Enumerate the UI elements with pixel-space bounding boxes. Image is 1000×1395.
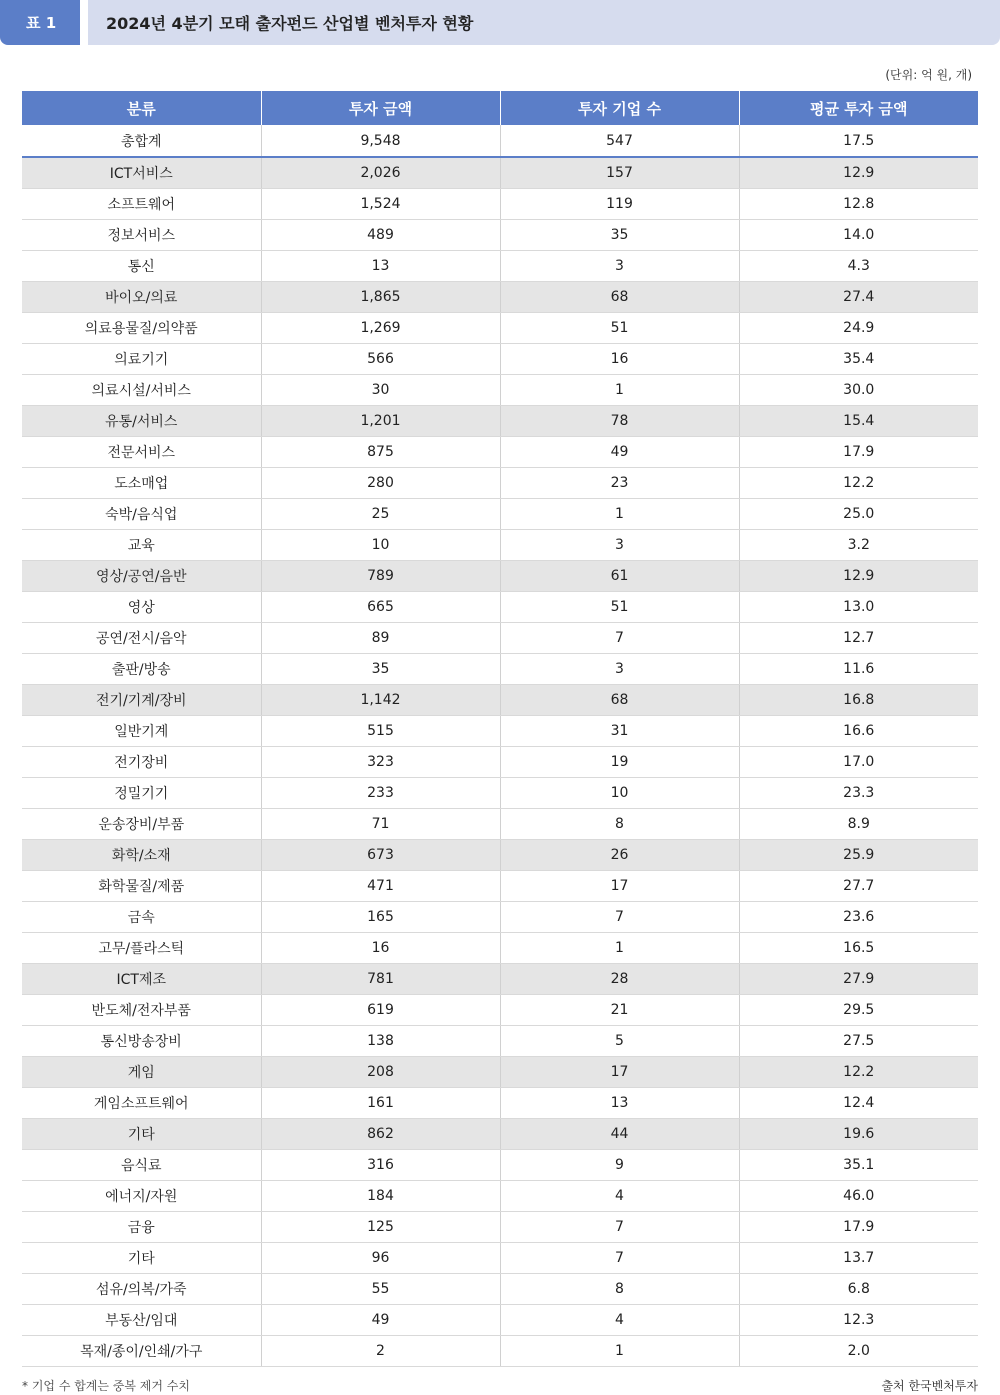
company-count-cell: 61 <box>500 561 739 592</box>
table-row <box>22 592 978 623</box>
average-amount-cell: 27.7 <box>739 871 978 902</box>
table-row <box>22 1088 978 1119</box>
table-row <box>22 313 978 344</box>
table-row <box>22 1181 978 1212</box>
category-cell: 전문서비스 <box>22 437 261 468</box>
table-row <box>22 1150 978 1181</box>
amount-cell: 13 <box>261 251 500 282</box>
category-row <box>22 406 978 437</box>
average-amount-cell: 27.9 <box>739 964 978 995</box>
average-amount-cell: 17.9 <box>739 1212 978 1243</box>
average-amount-cell: 46.0 <box>739 1181 978 1212</box>
company-count-cell: 51 <box>500 313 739 344</box>
average-amount-cell: 23.3 <box>739 778 978 809</box>
average-amount-cell: 15.4 <box>739 406 978 437</box>
category-cell: 통신방송장비 <box>22 1026 261 1057</box>
category-cell: 화학/소재 <box>22 840 261 871</box>
table-row <box>22 220 978 251</box>
category-cell: 유통/서비스 <box>22 406 261 437</box>
average-amount-cell: 6.8 <box>739 1274 978 1305</box>
column-header-company-count: 투자 기업 수 <box>500 91 739 125</box>
category-cell: 반도체/전자부품 <box>22 995 261 1026</box>
average-amount-cell: 17.0 <box>739 747 978 778</box>
category-cell: 부동산/임대 <box>22 1305 261 1336</box>
amount-cell: 89 <box>261 623 500 654</box>
average-amount-cell: 29.5 <box>739 995 978 1026</box>
category-cell: 기타 <box>22 1119 261 1150</box>
category-row <box>22 964 978 995</box>
company-count-cell: 7 <box>500 1243 739 1274</box>
category-cell: ICT제조 <box>22 964 261 995</box>
amount-cell: 1,201 <box>261 406 500 437</box>
table-row <box>22 716 978 747</box>
category-cell: 전기장비 <box>22 747 261 778</box>
total-row <box>22 125 978 157</box>
company-count-cell: 9 <box>500 1150 739 1181</box>
table-row <box>22 251 978 282</box>
average-amount-cell: 4.3 <box>739 251 978 282</box>
average-amount-cell: 25.0 <box>739 499 978 530</box>
amount-cell: 665 <box>261 592 500 623</box>
category-cell: 게임 <box>22 1057 261 1088</box>
footnote: * 기업 수 합계는 중복 제거 수치 <box>22 1379 190 1393</box>
company-count-cell: 8 <box>500 1274 739 1305</box>
amount-cell: 30 <box>261 375 500 406</box>
amount-cell: 2 <box>261 1336 500 1367</box>
table-row <box>22 468 978 499</box>
table-number-tag: 표 1 <box>0 0 80 45</box>
company-count-cell: 7 <box>500 902 739 933</box>
amount-cell: 49 <box>261 1305 500 1336</box>
company-count-cell: 19 <box>500 747 739 778</box>
average-amount-cell: 12.8 <box>739 189 978 220</box>
table-row <box>22 1336 978 1367</box>
average-amount-cell: 35.1 <box>739 1150 978 1181</box>
category-cell: 금속 <box>22 902 261 933</box>
amount-cell: 673 <box>261 840 500 871</box>
average-amount-cell: 35.4 <box>739 344 978 375</box>
company-count-cell: 3 <box>500 251 739 282</box>
category-cell: 목재/종이/인쇄/가구 <box>22 1336 261 1367</box>
amount-cell: 566 <box>261 344 500 375</box>
company-count-cell: 17 <box>500 1057 739 1088</box>
company-count-cell: 51 <box>500 592 739 623</box>
amount-cell: 125 <box>261 1212 500 1243</box>
table-title: 2024년 4분기 모태 출자펀드 산업별 벤처투자 현황 <box>88 0 1000 45</box>
amount-cell: 862 <box>261 1119 500 1150</box>
amount-cell: 2,026 <box>261 157 500 189</box>
table-row <box>22 437 978 468</box>
table-row <box>22 1305 978 1336</box>
average-amount-cell: 27.4 <box>739 282 978 313</box>
company-count-cell: 547 <box>500 125 739 157</box>
table-row <box>22 778 978 809</box>
average-amount-cell: 12.9 <box>739 157 978 189</box>
average-amount-cell: 12.9 <box>739 561 978 592</box>
table-row <box>22 499 978 530</box>
category-cell: 전기/기계/장비 <box>22 685 261 716</box>
table-header-row <box>22 91 978 125</box>
table-body <box>22 125 978 1367</box>
column-header-amount: 투자 금액 <box>261 91 500 125</box>
category-cell: 운송장비/부품 <box>22 809 261 840</box>
average-amount-cell: 25.9 <box>739 840 978 871</box>
average-amount-cell: 12.7 <box>739 623 978 654</box>
category-cell: ICT서비스 <box>22 157 261 189</box>
category-cell: 정보서비스 <box>22 220 261 251</box>
amount-cell: 323 <box>261 747 500 778</box>
company-count-cell: 119 <box>500 189 739 220</box>
average-amount-cell: 16.5 <box>739 933 978 964</box>
amount-cell: 471 <box>261 871 500 902</box>
table-row <box>22 902 978 933</box>
company-count-cell: 49 <box>500 437 739 468</box>
table-row <box>22 809 978 840</box>
company-count-cell: 28 <box>500 964 739 995</box>
column-header-average-amount: 평균 투자 금액 <box>739 91 978 125</box>
average-amount-cell: 19.6 <box>739 1119 978 1150</box>
category-cell: 의료시설/서비스 <box>22 375 261 406</box>
category-cell: 게임소프트웨어 <box>22 1088 261 1119</box>
average-amount-cell: 8.9 <box>739 809 978 840</box>
average-amount-cell: 24.9 <box>739 313 978 344</box>
amount-cell: 25 <box>261 499 500 530</box>
category-cell: 통신 <box>22 251 261 282</box>
amount-cell: 55 <box>261 1274 500 1305</box>
amount-cell: 208 <box>261 1057 500 1088</box>
company-count-cell: 3 <box>500 530 739 561</box>
amount-cell: 619 <box>261 995 500 1026</box>
company-count-cell: 17 <box>500 871 739 902</box>
category-row <box>22 561 978 592</box>
column-header-category: 분류 <box>22 91 261 125</box>
average-amount-cell: 12.3 <box>739 1305 978 1336</box>
category-cell: 기타 <box>22 1243 261 1274</box>
company-count-cell: 1 <box>500 933 739 964</box>
category-cell: 영상/공연/음반 <box>22 561 261 592</box>
amount-cell: 184 <box>261 1181 500 1212</box>
amount-cell: 316 <box>261 1150 500 1181</box>
company-count-cell: 4 <box>500 1181 739 1212</box>
company-count-cell: 21 <box>500 995 739 1026</box>
company-count-cell: 1 <box>500 1336 739 1367</box>
table-row <box>22 871 978 902</box>
average-amount-cell: 27.5 <box>739 1026 978 1057</box>
company-count-cell: 31 <box>500 716 739 747</box>
average-amount-cell: 23.6 <box>739 902 978 933</box>
amount-cell: 71 <box>261 809 500 840</box>
amount-cell: 165 <box>261 902 500 933</box>
average-amount-cell: 12.2 <box>739 1057 978 1088</box>
category-cell: 고무/플라스틱 <box>22 933 261 964</box>
category-cell: 도소매업 <box>22 468 261 499</box>
average-amount-cell: 13.0 <box>739 592 978 623</box>
category-cell: 출판/방송 <box>22 654 261 685</box>
unit-label: (단위: 억 원, 개) <box>885 68 972 82</box>
company-count-cell: 4 <box>500 1305 739 1336</box>
company-count-cell: 13 <box>500 1088 739 1119</box>
company-count-cell: 68 <box>500 685 739 716</box>
category-cell: 화학물질/제품 <box>22 871 261 902</box>
amount-cell: 35 <box>261 654 500 685</box>
table-row <box>22 530 978 561</box>
category-cell: 음식료 <box>22 1150 261 1181</box>
company-count-cell: 157 <box>500 157 739 189</box>
category-row <box>22 1119 978 1150</box>
category-cell: 의료기기 <box>22 344 261 375</box>
category-cell: 정밀기기 <box>22 778 261 809</box>
average-amount-cell: 14.0 <box>739 220 978 251</box>
company-count-cell: 3 <box>500 654 739 685</box>
table-row <box>22 344 978 375</box>
company-count-cell: 7 <box>500 1212 739 1243</box>
company-count-cell: 26 <box>500 840 739 871</box>
company-count-cell: 1 <box>500 499 739 530</box>
category-cell: 에너지/자원 <box>22 1181 261 1212</box>
average-amount-cell: 30.0 <box>739 375 978 406</box>
table-row <box>22 747 978 778</box>
table-row <box>22 1026 978 1057</box>
company-count-cell: 8 <box>500 809 739 840</box>
average-amount-cell: 17.5 <box>739 125 978 157</box>
category-row <box>22 1057 978 1088</box>
amount-cell: 1,142 <box>261 685 500 716</box>
average-amount-cell: 12.2 <box>739 468 978 499</box>
amount-cell: 233 <box>261 778 500 809</box>
amount-cell: 138 <box>261 1026 500 1057</box>
company-count-cell: 1 <box>500 375 739 406</box>
company-count-cell: 7 <box>500 623 739 654</box>
table-row <box>22 189 978 220</box>
amount-cell: 1,865 <box>261 282 500 313</box>
table-row <box>22 933 978 964</box>
table-row <box>22 1212 978 1243</box>
category-row <box>22 157 978 189</box>
average-amount-cell: 17.9 <box>739 437 978 468</box>
category-cell: 영상 <box>22 592 261 623</box>
table-row <box>22 654 978 685</box>
category-cell: 바이오/의료 <box>22 282 261 313</box>
table-row <box>22 623 978 654</box>
amount-cell: 789 <box>261 561 500 592</box>
average-amount-cell: 16.8 <box>739 685 978 716</box>
table-row <box>22 1243 978 1274</box>
amount-cell: 16 <box>261 933 500 964</box>
category-cell: 섬유/의복/가죽 <box>22 1274 261 1305</box>
category-row <box>22 282 978 313</box>
category-cell: 교육 <box>22 530 261 561</box>
amount-cell: 1,269 <box>261 313 500 344</box>
average-amount-cell: 13.7 <box>739 1243 978 1274</box>
company-count-cell: 10 <box>500 778 739 809</box>
category-row <box>22 840 978 871</box>
source-label: 출처 한국벤처투자 <box>881 1379 978 1393</box>
category-cell: 총합계 <box>22 125 261 157</box>
category-cell: 소프트웨어 <box>22 189 261 220</box>
table-row <box>22 375 978 406</box>
average-amount-cell: 12.4 <box>739 1088 978 1119</box>
category-cell: 일반기계 <box>22 716 261 747</box>
average-amount-cell: 16.6 <box>739 716 978 747</box>
amount-cell: 515 <box>261 716 500 747</box>
amount-cell: 1,524 <box>261 189 500 220</box>
amount-cell: 10 <box>261 530 500 561</box>
amount-cell: 781 <box>261 964 500 995</box>
company-count-cell: 16 <box>500 344 739 375</box>
category-cell: 공연/전시/음악 <box>22 623 261 654</box>
amount-cell: 161 <box>261 1088 500 1119</box>
company-count-cell: 78 <box>500 406 739 437</box>
amount-cell: 875 <box>261 437 500 468</box>
category-row <box>22 685 978 716</box>
average-amount-cell: 3.2 <box>739 530 978 561</box>
investment-table <box>22 91 978 1367</box>
category-cell: 숙박/음식업 <box>22 499 261 530</box>
average-amount-cell: 2.0 <box>739 1336 978 1367</box>
company-count-cell: 23 <box>500 468 739 499</box>
company-count-cell: 5 <box>500 1026 739 1057</box>
category-cell: 의료용물질/의약품 <box>22 313 261 344</box>
category-cell: 금융 <box>22 1212 261 1243</box>
amount-cell: 96 <box>261 1243 500 1274</box>
company-count-cell: 35 <box>500 220 739 251</box>
table-row <box>22 995 978 1026</box>
company-count-cell: 68 <box>500 282 739 313</box>
company-count-cell: 44 <box>500 1119 739 1150</box>
amount-cell: 9,548 <box>261 125 500 157</box>
amount-cell: 280 <box>261 468 500 499</box>
amount-cell: 489 <box>261 220 500 251</box>
average-amount-cell: 11.6 <box>739 654 978 685</box>
table-row <box>22 1274 978 1305</box>
table-header <box>0 0 1000 45</box>
